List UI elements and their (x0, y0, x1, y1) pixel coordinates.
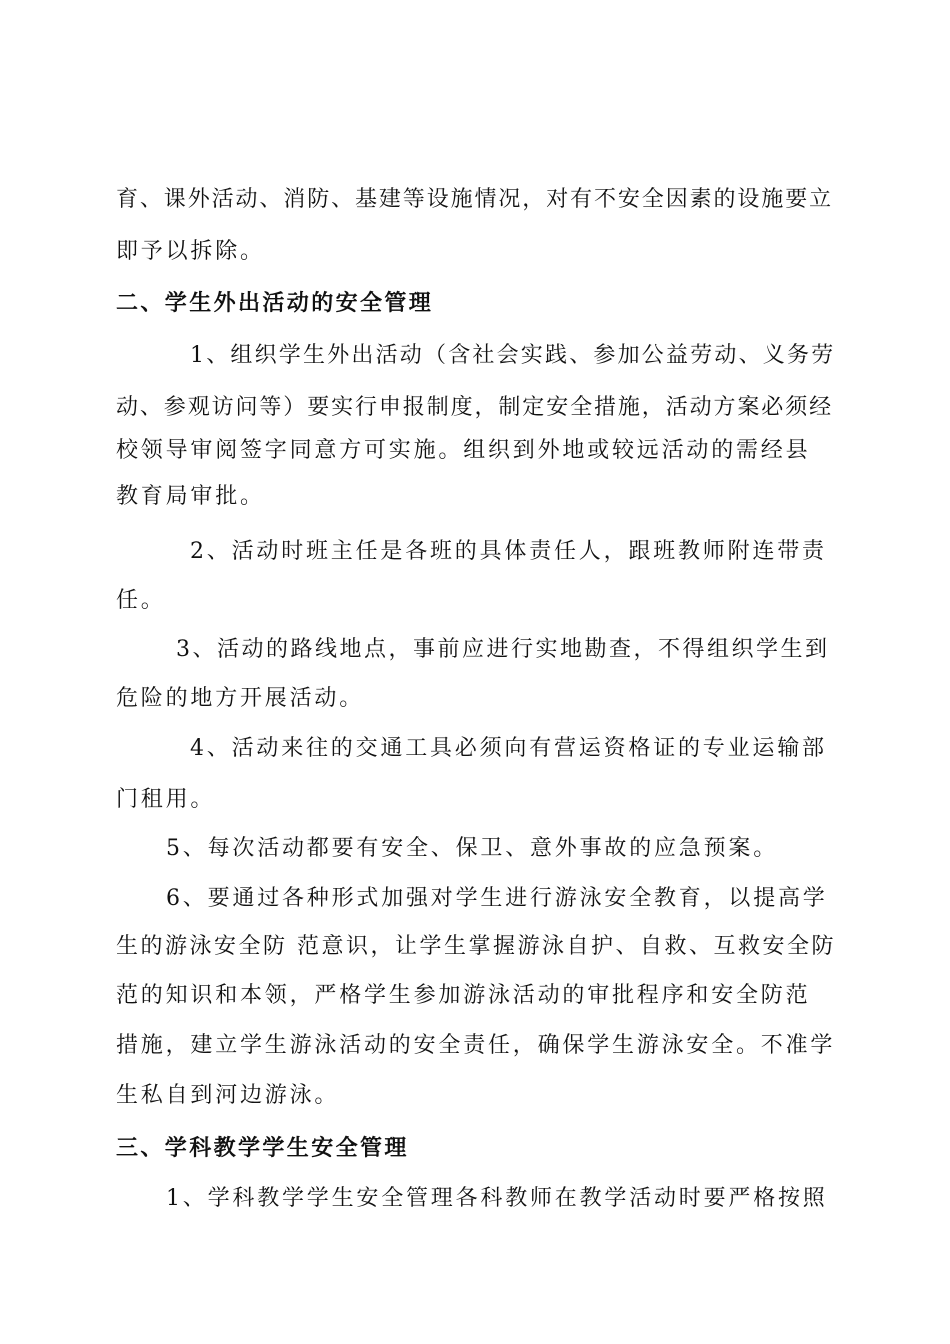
text-line: 生私自到河边游泳。 (116, 1083, 340, 1108)
section-heading: 二、学生外出活动的安全管理 (116, 291, 434, 316)
text-line: 任。 (116, 588, 166, 613)
text-line: 4、活动来往的交通工具必须向有营运资格证的专业运输部 (190, 736, 827, 761)
text-line: 即予以拆除。 (116, 239, 265, 264)
text-line: 校领导审阅签字同意方可实施。组织到外地或较远活动的需经县 (116, 438, 811, 463)
text-line: 2、活动时班主任是各班的具体责任人，跟班教师附连带责 (190, 539, 827, 564)
text-line: 1、组织学生外出活动（含社会实践、参加公益劳动、义务劳 (190, 343, 836, 368)
text-line: 1、学科教学学生安全管理各科教师在教学活动时要严格按照 (166, 1186, 828, 1211)
text-line: 范的知识和本领，严格学生参加游泳活动的审批程序和安全防范 (116, 983, 811, 1008)
text-line: 教育局审批。 (116, 484, 265, 509)
text-line: 育、课外活动、消防、基建等设施情况，对有不安全因素的设施要立 (116, 187, 834, 212)
text-line: 门租用。 (116, 787, 216, 812)
text-line: 措施，建立学生游泳活动的安全责任，确保学生游泳安全。不准学 (116, 1033, 836, 1058)
text-line: 6、要通过各种形式加强对学生进行游泳安全教育，以提高学 (166, 886, 828, 911)
text-line: 3、活动的路线地点，事前应进行实地勘查，不得组织学生到 (176, 637, 830, 662)
section-heading: 三、学科教学学生安全管理 (116, 1136, 409, 1161)
text-line: 动、参观访问等）要实行申报制度，制定安全措施，活动方案必须经 (116, 395, 834, 420)
text-line: 危险的地方开展活动。 (116, 686, 365, 711)
text-line: 5、每次活动都要有安全、保卫、意外事故的应急预案。 (166, 836, 778, 861)
text-line: 生的游泳安全防 范意识，让学生掌握游泳自护、自救、互救安全防 (116, 934, 836, 959)
